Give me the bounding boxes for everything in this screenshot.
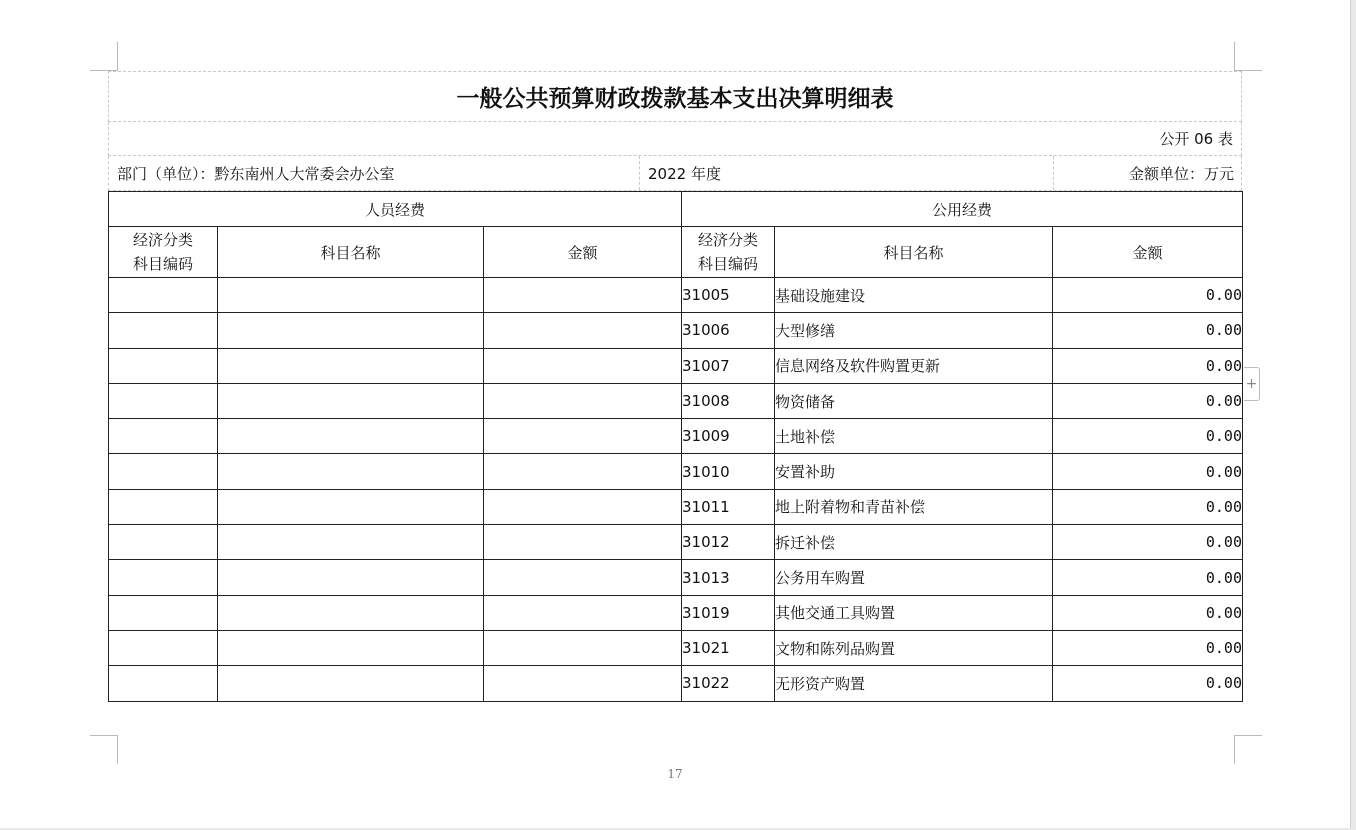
table-row: [109, 666, 1243, 701]
public-code-cell: 31022: [682, 666, 775, 701]
personnel-amount-cell: [484, 313, 682, 348]
table-row: [109, 383, 1243, 418]
personnel-amount-cell: [484, 560, 682, 595]
table-row: [109, 630, 1243, 665]
table-row: [109, 454, 1243, 489]
public-code-cell: 31011: [682, 489, 775, 524]
personnel-name-cell: [218, 383, 484, 418]
table-row: [109, 489, 1243, 524]
page-number: 17: [667, 767, 683, 781]
department-label: 部门（单位）：黔东南州人大常委会办公室: [117, 164, 395, 183]
table-row: [109, 595, 1243, 630]
personnel-code-header: 经济分类 科目编码: [109, 227, 218, 278]
public-name-header: 科目名称: [775, 227, 1053, 278]
public-amount-cell: 0.00: [1053, 419, 1243, 454]
document-title: 一般公共预算财政拨款基本支出决算明细表: [108, 71, 1242, 122]
personnel-code-cell: [109, 630, 218, 665]
crop-mark-top-left: [90, 42, 118, 71]
public-code-cell: 31005: [682, 278, 775, 313]
public-amount-cell: 0.00: [1053, 489, 1243, 524]
public-amount-cell: 0.00: [1053, 560, 1243, 595]
public-name-cell: 无形资产购置: [775, 666, 1053, 701]
personnel-amount-cell: [484, 278, 682, 313]
personnel-amount-cell: [484, 419, 682, 454]
personnel-name-cell: [218, 419, 484, 454]
table-row: [109, 348, 1243, 383]
section-header-row: [109, 192, 1243, 227]
personnel-code-cell: [109, 419, 218, 454]
public-name-cell: 信息网络及软件购置更新: [775, 348, 1053, 383]
public-amount-cell: 0.00: [1053, 666, 1243, 701]
public-name-cell: 物资储备: [775, 383, 1053, 418]
personnel-code-cell: [109, 278, 218, 313]
expenditure-table: [108, 191, 1243, 702]
personnel-name-cell: [218, 489, 484, 524]
public-name-cell: 公务用车购置: [775, 560, 1053, 595]
personnel-name-header: 科目名称: [218, 227, 484, 278]
personnel-code-cell: [109, 489, 218, 524]
public-code-cell: 31019: [682, 595, 775, 630]
public-name-cell: 土地补偿: [775, 419, 1053, 454]
public-section-header: 公用经费: [682, 192, 1243, 227]
public-amount-cell: 0.00: [1053, 525, 1243, 560]
personnel-name-cell: [218, 595, 484, 630]
personnel-name-cell: [218, 666, 484, 701]
info-row: [108, 156, 1242, 191]
crop-mark-top-right: [1234, 42, 1262, 71]
personnel-name-cell: [218, 313, 484, 348]
personnel-name-cell: [218, 525, 484, 560]
personnel-amount-cell: [484, 525, 682, 560]
table-row: [109, 419, 1243, 454]
personnel-code-cell: [109, 454, 218, 489]
personnel-code-cell: [109, 560, 218, 595]
public-code-cell: 31006: [682, 313, 775, 348]
public-name-cell: 大型修缮: [775, 313, 1053, 348]
public-code-cell: 31007: [682, 348, 775, 383]
column-header-row: [109, 227, 1243, 278]
personnel-code-cell: [109, 666, 218, 701]
public-amount-cell: 0.00: [1053, 278, 1243, 313]
public-code-cell: 31021: [682, 630, 775, 665]
year-label: 2022 年度: [639, 156, 1052, 190]
public-amount-cell: 0.00: [1053, 454, 1243, 489]
public-name-cell: 安置补助: [775, 454, 1053, 489]
public-name-cell: 地上附着物和青苗补偿: [775, 489, 1053, 524]
public-amount-cell: 0.00: [1053, 348, 1243, 383]
table-code: 公开 06 表: [108, 122, 1242, 156]
public-code-cell: 31008: [682, 383, 775, 418]
table-row: [109, 278, 1243, 313]
public-amount-cell: 0.00: [1053, 630, 1243, 665]
crop-mark-bottom-left: [90, 735, 118, 764]
public-amount-header: 金额: [1053, 227, 1243, 278]
personnel-name-cell: [218, 278, 484, 313]
personnel-amount-cell: [484, 630, 682, 665]
personnel-amount-header: 金额: [484, 227, 682, 278]
public-amount-cell: 0.00: [1053, 383, 1243, 418]
personnel-code-cell: [109, 313, 218, 348]
personnel-amount-cell: [484, 666, 682, 701]
personnel-code-cell: [109, 525, 218, 560]
crop-mark-bottom-right: [1234, 735, 1262, 764]
table-row: [109, 313, 1243, 348]
personnel-name-cell: [218, 560, 484, 595]
personnel-amount-cell: [484, 383, 682, 418]
personnel-section-header: 人员经费: [109, 192, 682, 227]
public-code-header: 经济分类 科目编码: [682, 227, 775, 278]
public-name-cell: 其他交通工具购置: [775, 595, 1053, 630]
public-code-cell: 31013: [682, 560, 775, 595]
public-amount-cell: 0.00: [1053, 595, 1243, 630]
public-code-cell: 31012: [682, 525, 775, 560]
personnel-amount-cell: [484, 454, 682, 489]
personnel-code-cell: [109, 383, 218, 418]
personnel-code-cell: [109, 595, 218, 630]
personnel-name-cell: [218, 454, 484, 489]
expand-tab-icon[interactable]: +: [1244, 367, 1260, 401]
unit-label: 金额单位：万元: [1053, 156, 1241, 190]
personnel-amount-cell: [484, 489, 682, 524]
personnel-amount-cell: [484, 595, 682, 630]
personnel-name-cell: [218, 630, 484, 665]
personnel-code-cell: [109, 348, 218, 383]
public-code-cell: 31009: [682, 419, 775, 454]
public-code-cell: 31010: [682, 454, 775, 489]
public-amount-cell: 0.00: [1053, 313, 1243, 348]
table-row: [109, 560, 1243, 595]
table-row: [109, 525, 1243, 560]
personnel-name-cell: [218, 348, 484, 383]
public-name-cell: 文物和陈列品购置: [775, 630, 1053, 665]
public-name-cell: 基础设施建设: [775, 278, 1053, 313]
public-name-cell: 拆迁补偿: [775, 525, 1053, 560]
personnel-amount-cell: [484, 348, 682, 383]
